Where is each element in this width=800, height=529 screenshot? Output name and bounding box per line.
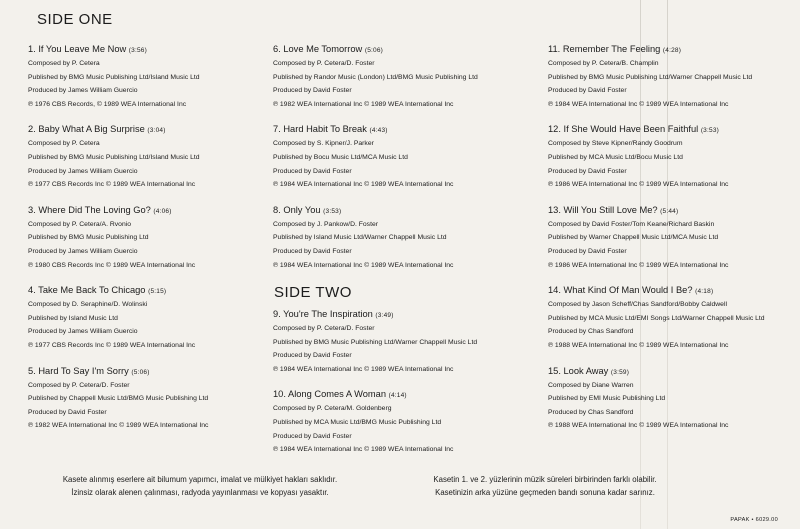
track-title: 7. Hard Habit To Break	[273, 124, 367, 135]
track-publisher: Published by MCA Music Ltd/Bocu Music Ltd	[548, 153, 683, 161]
track-producer: Produced by James William Guercio	[28, 328, 138, 336]
track-entry	[28, 123, 278, 191]
track-title-line	[28, 284, 278, 298]
track-duration: (4:43)	[369, 127, 388, 135]
track-publisher: Published by BMG Music Publishing Ltd/Warner Chappell Music Ltd	[548, 73, 753, 81]
tracklist-column-1	[28, 43, 278, 445]
track-producer: Produced by David Foster	[548, 167, 627, 175]
track-title: 9. You're The Inspiration	[273, 309, 373, 319]
track-duration: (4:14)	[388, 392, 407, 400]
track-duration: (5:06)	[131, 368, 150, 376]
track-duration: (4:28)	[662, 47, 682, 54]
track-duration: (5:06)	[364, 47, 384, 54]
track-title: 2. Baby What A Big Surprise	[28, 124, 145, 135]
track-composer: Composed by S. Kipner/J. Parker	[273, 140, 374, 148]
track-composer: Composed by D. Seraphine/D. Wolinski	[28, 301, 148, 309]
track-title: 14. What Kind Of Man Would I Be?	[548, 285, 693, 296]
track-title: 4. Take Me Back To Chicago	[28, 285, 146, 296]
track-publisher: Published by Island Music Ltd	[28, 314, 118, 322]
tracklist-column-2b	[273, 308, 523, 469]
track-composer: Composed by P. Cetera/A. Rvonio	[28, 220, 132, 228]
track-title-line	[28, 123, 278, 137]
rights-notice-line-2: İzinsiz olarak alenen çalınması, radyoda yayınlanması ve kopyası yasaktır.	[71, 488, 329, 497]
track-entry	[28, 43, 278, 111]
track-title-line	[273, 308, 523, 322]
track-copyright: ℗ 1982 WEA International Inc © 1989 WEA International Inc	[28, 422, 209, 430]
track-publisher: Published by BMG Music Publishing Ltd/Warner Chappell Music Ltd	[273, 338, 478, 346]
track-entry	[548, 43, 798, 111]
track-publisher: Published by Island Music Ltd/Warner Chappell Music Ltd	[273, 234, 447, 242]
track-producer: Produced by David Foster	[273, 432, 352, 440]
track-title: 3. Where Did The Loving Go?	[28, 204, 151, 215]
track-title-line	[273, 123, 523, 137]
track-copyright: ℗ 1984 WEA International Inc © 1989 WEA International Inc	[548, 100, 729, 108]
track-entry	[548, 204, 798, 272]
track-copyright: ℗ 1977 CBS Records Inc © 1989 WEA International Inc	[28, 181, 196, 189]
track-title: 1. If You Leave Me Now	[28, 44, 127, 54]
track-publisher: Published by BMG Music Publishing Ltd	[28, 234, 149, 242]
track-title-line	[28, 365, 278, 379]
track-producer: Produced by David Foster	[273, 352, 352, 360]
track-publisher: Published by BMG Music Publishing Ltd/Island Music Ltd	[28, 153, 200, 161]
track-copyright: ℗ 1988 WEA International Inc © 1989 WEA International Inc	[548, 341, 729, 349]
track-title-line	[273, 388, 523, 402]
track-title: 11. Remember The Feeling	[548, 44, 661, 54]
track-title-line	[28, 43, 278, 57]
track-title-line	[273, 43, 523, 57]
playback-notice-line-1: Kasetin 1. ve 2. yüzlerinin müzik süreleri birbirinden farklı olabilir.	[433, 475, 657, 484]
track-publisher: Published by MCA Music Ltd/EMI Songs Ltd/Warner Chappell Music Ltd	[548, 314, 765, 322]
rights-notice-line-1: Kasete alınmış eserlere ait bilumum yapımcı, imalat ve mülkiyet hakları saklıdır.	[62, 475, 338, 484]
track-entry	[548, 365, 798, 433]
track-title: 6. Love Me Tomorrow	[273, 44, 363, 54]
track-copyright: ℗ 1986 WEA International Inc © 1989 WEA International Inc	[548, 261, 729, 269]
track-composer: Composed by P. Cetera	[28, 60, 100, 67]
track-producer: Produced by David Foster	[273, 87, 352, 95]
track-duration: (3:49)	[375, 312, 394, 319]
track-producer: Produced by David Foster	[273, 247, 352, 255]
track-duration: (5:15)	[148, 288, 167, 296]
track-entry	[548, 284, 798, 352]
track-composer: Composed by David Foster/Tom Keane/Richard Baskin	[548, 220, 715, 228]
track-producer: Produced by James William Guercio	[28, 167, 138, 175]
side-two-heading: SIDE TWO	[274, 284, 352, 301]
track-duration: (4:06)	[153, 207, 172, 215]
track-title-line	[548, 204, 798, 218]
track-composer: Composed by Jason Scheff/Chas Sandford/Bobby Caldwell	[548, 301, 727, 309]
track-publisher: Published by Warner Chappell Music Ltd/MCA Music Ltd	[548, 234, 719, 242]
track-composer: Composed by P. Cetera/D. Foster	[28, 381, 130, 389]
track-entry	[28, 365, 278, 433]
playback-notice-line-2: Kasetinizin arka yüzüne geçmeden bandı sonuna kadar sarınız.	[435, 488, 655, 497]
track-title-line	[273, 204, 523, 218]
track-composer: Composed by P. Cetera	[28, 140, 100, 148]
printer-mark: PAPAK • 6029.00	[730, 517, 778, 523]
track-producer: Produced by Chas Sandford	[548, 408, 634, 416]
track-publisher: Published by EMI Music Publishing Ltd	[548, 395, 666, 403]
track-copyright: ℗ 1984 WEA International Inc © 1989 WEA International Inc	[273, 181, 454, 189]
track-title-line	[548, 123, 798, 137]
track-copyright: ℗ 1980 CBS Records Inc © 1989 WEA International Inc	[28, 261, 196, 269]
track-duration: (3:53)	[323, 207, 342, 215]
track-composer: Composed by J. Pankow/D. Foster	[273, 220, 379, 228]
track-title: 12. If She Would Have Been Faithful	[548, 124, 699, 135]
track-copyright: ℗ 1976 CBS Records, © 1989 WEA International Inc	[28, 100, 187, 108]
track-composer: Composed by Steve Kipner/Randy Goodrum	[548, 140, 683, 148]
track-copyright: ℗ 1986 WEA International Inc © 1989 WEA International Inc	[548, 181, 729, 189]
track-title-line	[548, 43, 798, 57]
track-duration: (3:56)	[128, 47, 147, 54]
track-publisher: Published by Chappell Music Ltd/BMG Music Publishing Ltd	[28, 395, 209, 403]
rights-notice	[30, 473, 370, 499]
track-producer: Produced by Chas Sandford	[548, 328, 634, 336]
track-copyright: ℗ 1984 WEA International Inc © 1989 WEA International Inc	[273, 261, 454, 269]
track-title-line	[548, 365, 798, 379]
track-duration: (3:04)	[147, 127, 166, 135]
track-copyright: ℗ 1982 WEA International Inc © 1989 WEA International Inc	[273, 100, 454, 108]
track-entry	[273, 308, 523, 376]
track-entry	[548, 123, 798, 191]
track-entry	[273, 388, 523, 456]
track-publisher: Published by Bocu Music Ltd/MCA Music Ltd	[273, 153, 408, 161]
track-title-line	[548, 284, 798, 298]
track-composer: Composed by P. Cetera/B. Champlin	[548, 60, 659, 67]
track-duration: (5:44)	[660, 207, 679, 215]
track-title: 10. Along Comes A Woman	[273, 389, 387, 400]
track-duration: (4:18)	[695, 288, 714, 296]
track-publisher: Published by MCA Music Ltd/BMG Music Publishing Ltd	[273, 418, 442, 426]
tracklist-column-2	[273, 43, 523, 284]
track-duration: (3:53)	[700, 127, 719, 135]
track-title: 8. Only You	[273, 204, 321, 215]
track-publisher: Published by BMG Music Publishing Ltd/Island Music Ltd	[28, 73, 200, 81]
side-one-heading: SIDE ONE	[37, 11, 113, 28]
track-entry	[273, 43, 523, 111]
track-entry	[28, 204, 278, 272]
track-entry	[273, 123, 523, 191]
track-title: 5. Hard To Say I'm Sorry	[28, 365, 129, 376]
track-composer: Composed by P. Cetera/M. Goldenberg	[273, 405, 392, 413]
tracklist-column-3	[548, 43, 798, 445]
track-publisher: Published by Randor Music (London) Ltd/BMG Music Publishing Ltd	[273, 73, 478, 81]
track-entry	[273, 204, 523, 272]
track-producer: Produced by David Foster	[548, 87, 627, 95]
track-producer: Produced by David Foster	[273, 167, 352, 175]
track-producer: Produced by James William Guercio	[28, 87, 138, 95]
track-copyright: ℗ 1984 WEA International Inc © 1989 WEA International Inc	[273, 365, 454, 373]
track-composer: Composed by P. Cetera/D. Foster	[273, 60, 375, 67]
track-title: 15. Look Away	[548, 365, 609, 376]
track-entry	[28, 284, 278, 352]
track-producer: Produced by James William Guercio	[28, 247, 138, 255]
track-duration: (3:59)	[610, 368, 630, 376]
track-copyright: ℗ 1977 CBS Records Inc © 1989 WEA International Inc	[28, 341, 196, 349]
track-producer: Produced by David Foster	[28, 408, 107, 416]
track-copyright: ℗ 1988 WEA International Inc © 1989 WEA International Inc	[548, 422, 729, 430]
track-copyright: ℗ 1984 WEA International Inc © 1989 WEA International Inc	[273, 446, 454, 454]
track-composer: Composed by P. Cetera/D. Foster	[273, 325, 375, 332]
track-composer: Composed by Diane Warren	[548, 381, 634, 389]
playback-notice	[385, 473, 705, 499]
track-producer: Produced by David Foster	[548, 247, 627, 255]
track-title-line	[28, 204, 278, 218]
track-title: 13. Will You Still Love Me?	[548, 204, 658, 215]
